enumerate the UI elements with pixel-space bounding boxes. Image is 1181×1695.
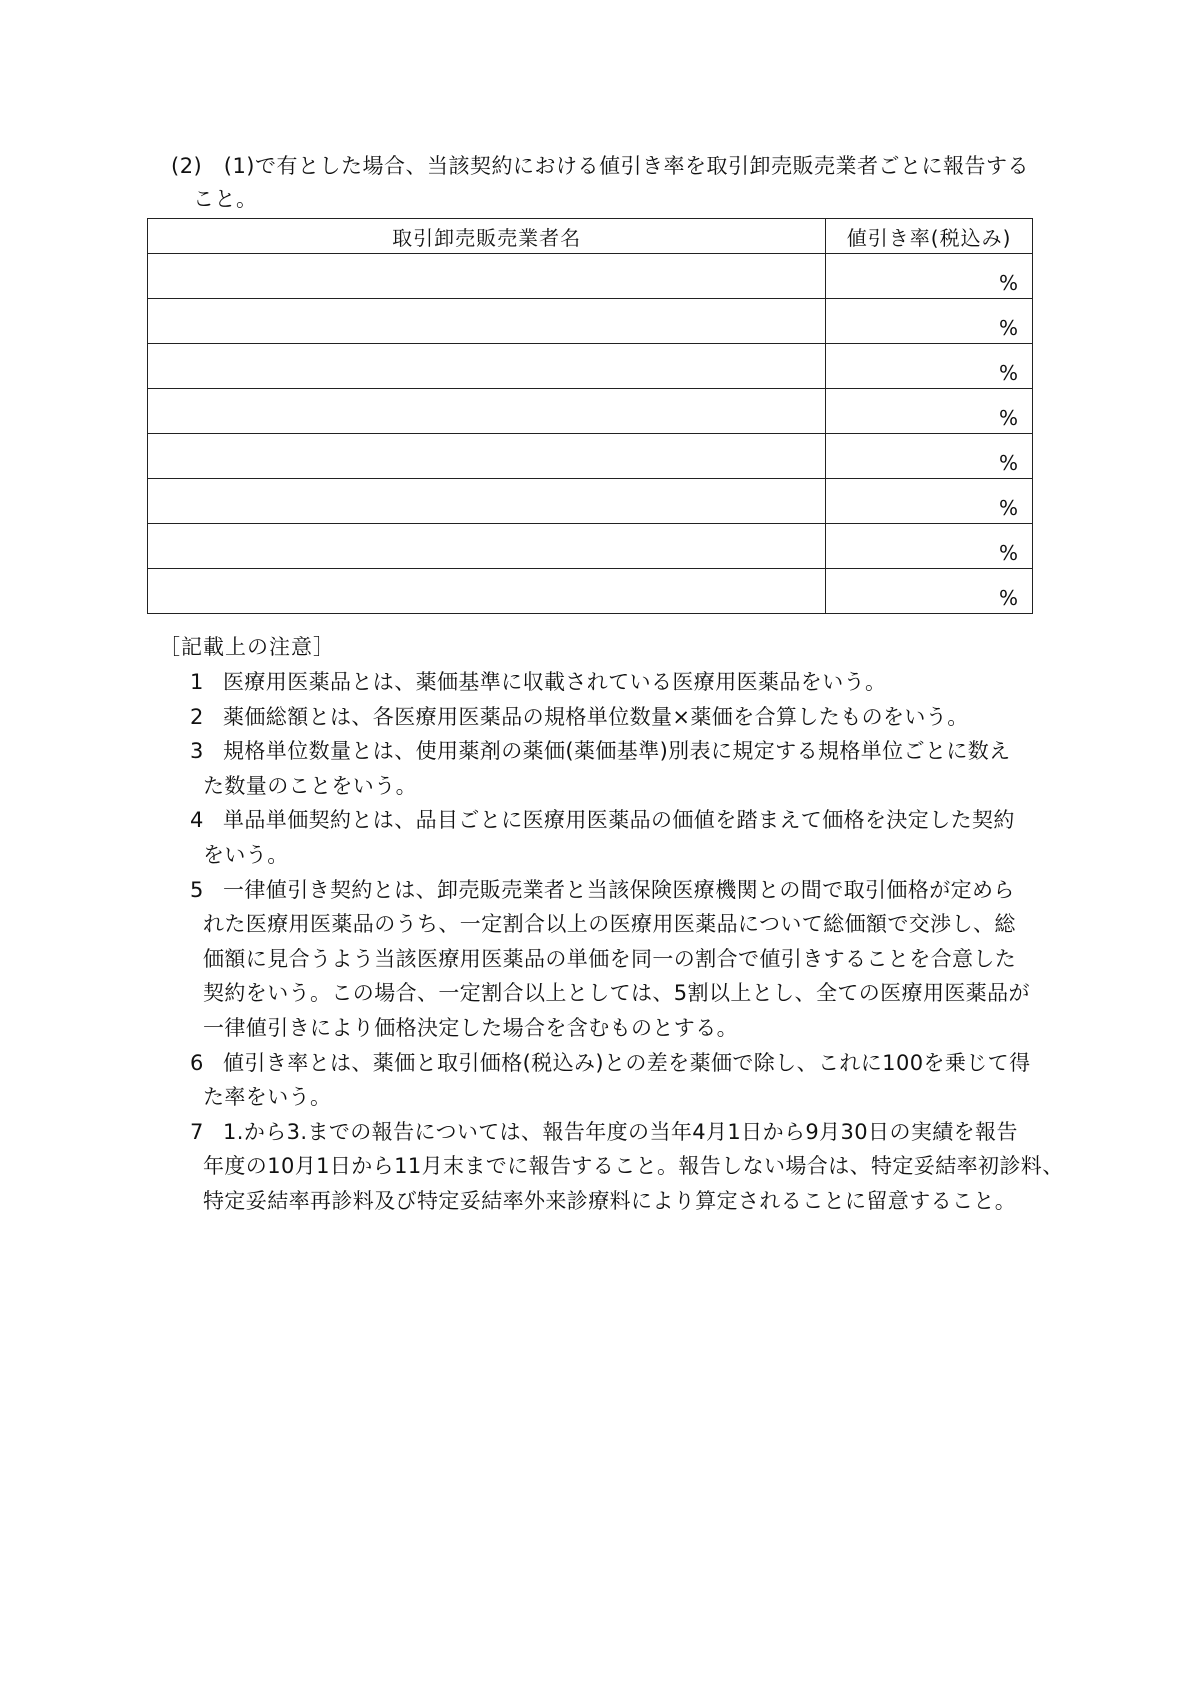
question-line-2: こと。 xyxy=(193,187,258,211)
percent-unit: % xyxy=(998,361,1018,385)
wholesaler-name-cell[interactable] xyxy=(148,344,826,389)
note-line xyxy=(190,700,1040,735)
notes-list xyxy=(190,665,1064,1219)
note-number: 6 xyxy=(190,1050,204,1075)
note-text: をいう。 xyxy=(203,842,289,867)
note-item xyxy=(190,734,1040,803)
note-item xyxy=(190,873,1040,1046)
wholesaler-name-cell[interactable] xyxy=(148,569,826,614)
percent-unit: % xyxy=(998,541,1018,565)
note-line xyxy=(190,665,1040,700)
note-text: 契約をいう。この場合、一定割合以上としては、5割以上とし、全ての医療用医薬品が xyxy=(203,981,1030,1006)
table-row xyxy=(148,434,1033,479)
table-header-row xyxy=(148,219,1033,254)
note-line xyxy=(190,769,1040,804)
discount-rate-cell[interactable] xyxy=(826,434,1033,479)
note-line xyxy=(190,838,1040,873)
discount-rate-cell[interactable] xyxy=(826,524,1033,569)
note-line xyxy=(190,873,1040,908)
note-text: 一律値引き契約とは、卸売販売業者と当該保険医療機関との間で取引価格が定めら xyxy=(223,877,1015,902)
note-number: 1 xyxy=(190,670,204,694)
note-line xyxy=(190,1115,1040,1150)
note-item xyxy=(190,1046,1040,1115)
table-row xyxy=(148,389,1033,434)
discount-rate-cell[interactable] xyxy=(826,569,1033,614)
percent-unit: % xyxy=(998,496,1018,520)
note-number: 4 xyxy=(190,808,204,833)
table-row xyxy=(148,299,1033,344)
note-number: 7 xyxy=(190,1119,204,1144)
discount-rate-cell[interactable] xyxy=(826,389,1033,434)
header-wholesaler-name: 取引卸売販売業者名 xyxy=(148,219,826,254)
note-item xyxy=(190,1115,1064,1219)
note-text: 単品単価契約とは、品目ごとに医療用医薬品の価値を踏まえて価格を決定した契約 xyxy=(223,808,1015,833)
wholesaler-name-cell[interactable] xyxy=(148,434,826,479)
question-line-1: (2) (1)で有とした場合、当該契約における値引き率を取引卸売販売業者ごとに報告する xyxy=(171,154,1029,178)
note-text: 特定妥結率再診料及び特定妥結率外来診療料により算定されることに留意すること。 xyxy=(203,1188,1017,1213)
note-text: 一律値引きにより価格決定した場合を含むものとする。 xyxy=(203,1015,738,1040)
discount-rate-cell[interactable] xyxy=(826,299,1033,344)
discount-rate-cell[interactable] xyxy=(826,344,1033,389)
note-text: 規格単位数量とは、使用薬剤の薬価(薬価基準)別表に規定する規格単位ごとに数え xyxy=(223,739,1011,764)
note-item xyxy=(190,700,1040,735)
note-line xyxy=(190,803,1040,838)
table-row xyxy=(148,569,1033,614)
discount-rate-table xyxy=(147,218,1033,614)
wholesaler-name-cell[interactable] xyxy=(148,299,826,344)
header-discount-rate: 値引き率(税込み) xyxy=(826,219,1033,254)
percent-unit: % xyxy=(998,451,1018,475)
note-line xyxy=(190,1080,1040,1115)
note-line xyxy=(190,976,1040,1011)
note-text: 医療用医薬品とは、薬価基準に収載されている医療用医薬品をいう。 xyxy=(223,670,887,694)
table-row xyxy=(148,344,1033,389)
table-row xyxy=(148,479,1033,524)
note-item xyxy=(190,803,1040,872)
note-text: た数量のことをいう。 xyxy=(203,773,417,798)
note-text: 価額に見合うよう当該医療用医薬品の単価を同一の割合で値引きすることを合意した xyxy=(203,946,1017,971)
note-line xyxy=(190,1184,1040,1219)
table-row xyxy=(148,524,1033,569)
note-number: 2 xyxy=(190,704,204,729)
percent-unit: % xyxy=(998,406,1018,430)
table-row xyxy=(148,254,1033,299)
wholesaler-name-cell[interactable] xyxy=(148,524,826,569)
notes-heading: ［記載上の注意］ xyxy=(159,635,335,659)
note-line xyxy=(190,1011,1040,1046)
wholesaler-name-cell[interactable] xyxy=(148,254,826,299)
note-number: 3 xyxy=(190,739,204,764)
discount-rate-cell[interactable] xyxy=(826,254,1033,299)
note-text: れた医療用医薬品のうち、一定割合以上の医療用医薬品について総価額で交渉し、総 xyxy=(203,912,1016,937)
note-line xyxy=(190,1046,1040,1081)
discount-rate-cell[interactable] xyxy=(826,479,1033,524)
note-text: 値引き率とは、薬価と取引価格(税込み)との差を薬価で除し、これに100を乗じて得 xyxy=(223,1050,1031,1075)
note-line xyxy=(190,907,1040,942)
percent-unit: % xyxy=(998,586,1018,610)
note-line xyxy=(190,942,1040,977)
percent-unit: % xyxy=(998,271,1018,295)
note-item xyxy=(190,665,1040,700)
wholesaler-name-cell[interactable] xyxy=(148,389,826,434)
note-text: 年度の10月1日から11月末までに報告すること。報告しない場合は、特定妥結率初診料、 xyxy=(203,1154,1064,1179)
note-line xyxy=(190,1149,1064,1184)
wholesaler-name-cell[interactable] xyxy=(148,479,826,524)
note-text: 1.から3.までの報告については、報告年度の当年4月1日から9月30日の実績を報告 xyxy=(223,1119,1018,1144)
note-text: 薬価総額とは、各医療用医薬品の規格単位数量×薬価を合算したものをいう。 xyxy=(223,704,969,729)
note-text: た率をいう。 xyxy=(203,1085,332,1110)
note-number: 5 xyxy=(190,877,204,902)
percent-unit: % xyxy=(998,316,1018,340)
question-2 xyxy=(171,150,1041,216)
note-line xyxy=(190,734,1040,769)
